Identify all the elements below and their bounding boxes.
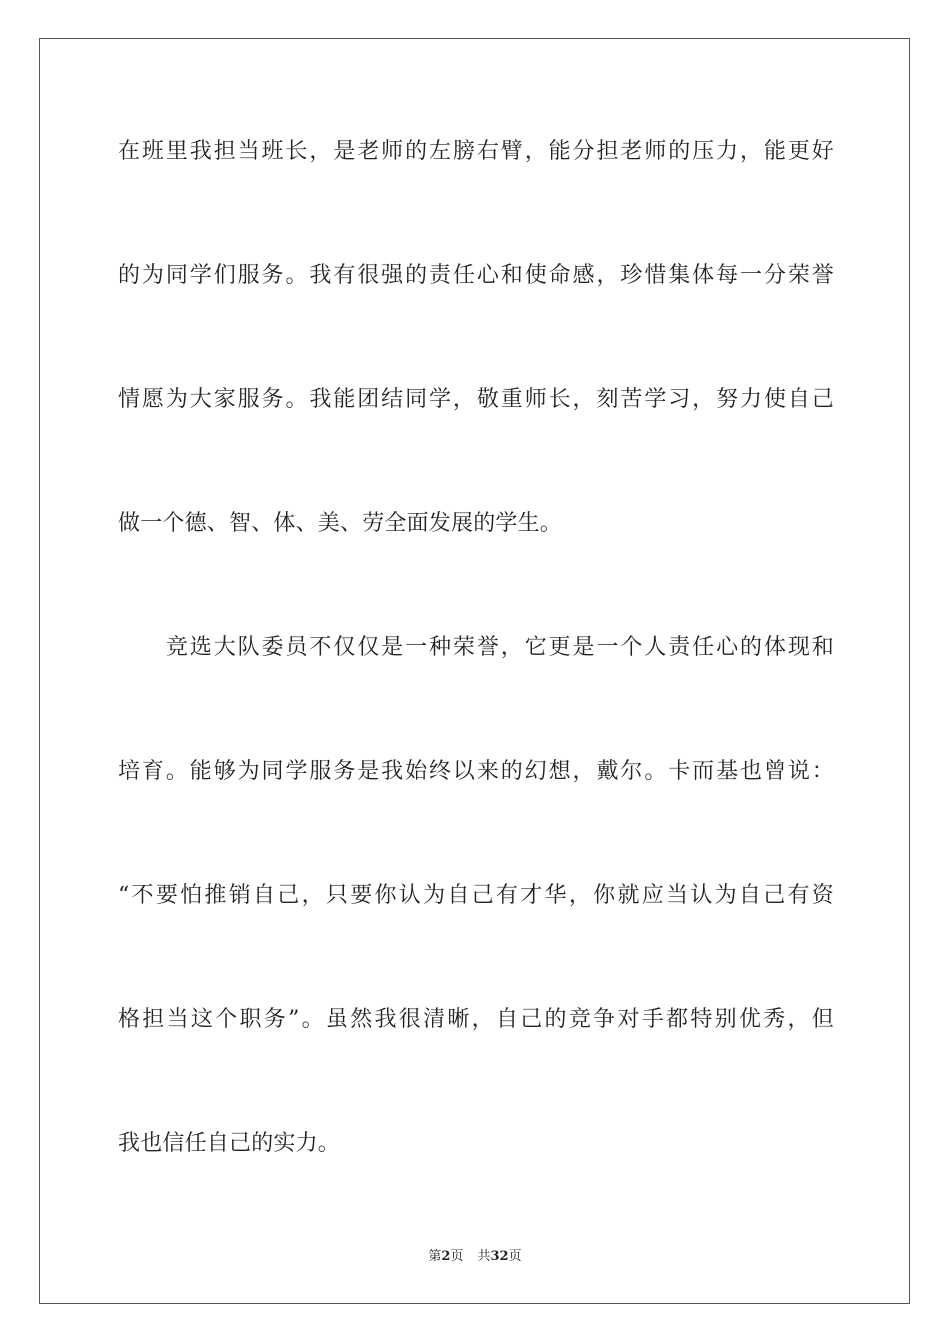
footer-total-suffix: 页	[508, 1249, 522, 1264]
footer-total-prefix: 共	[477, 1249, 491, 1264]
paragraph-line-9: 我也信任自己的实力。	[118, 1131, 341, 1156]
paragraph-line-5: 竞选大队委员不仅仅是一种荣誉，它更是一个人责任心的体现和	[118, 635, 834, 660]
footer-page-suffix: 页	[450, 1249, 464, 1264]
footer-total-pages: 32	[490, 1249, 509, 1264]
paragraph-line-2: 的为同学们服务。我有很强的责任心和使命感，珍惜集体每一分荣誉	[118, 263, 834, 288]
paragraph-line-8: 格担当这个职务”。虽然我很清晰，自己的竞争对手都特别优秀，但	[118, 1007, 834, 1032]
page-footer	[0, 1248, 950, 1266]
paragraph-line-6: 培育。能够为同学服务是我始终以来的幻想，戴尔。卡而基也曾说：	[118, 759, 834, 784]
paragraph-line-4: 做一个德、智、体、美、劳全面发展的学生。	[118, 511, 563, 536]
paragraph-line-7: “不要怕推销自己，只要你认为自己有才华，你就应当认为自己有资	[118, 883, 834, 908]
footer-page-prefix: 第	[428, 1249, 442, 1264]
footer-page-number: 2	[441, 1249, 451, 1264]
paragraph-line-3: 情愿为大家服务。我能团结同学，敬重师长，刻苦学习，努力使自己	[118, 387, 834, 412]
page-border	[39, 38, 910, 1304]
paragraph-line-1: 在班里我担当班长，是老师的左膀右臂，能分担老师的压力，能更好	[118, 139, 834, 164]
